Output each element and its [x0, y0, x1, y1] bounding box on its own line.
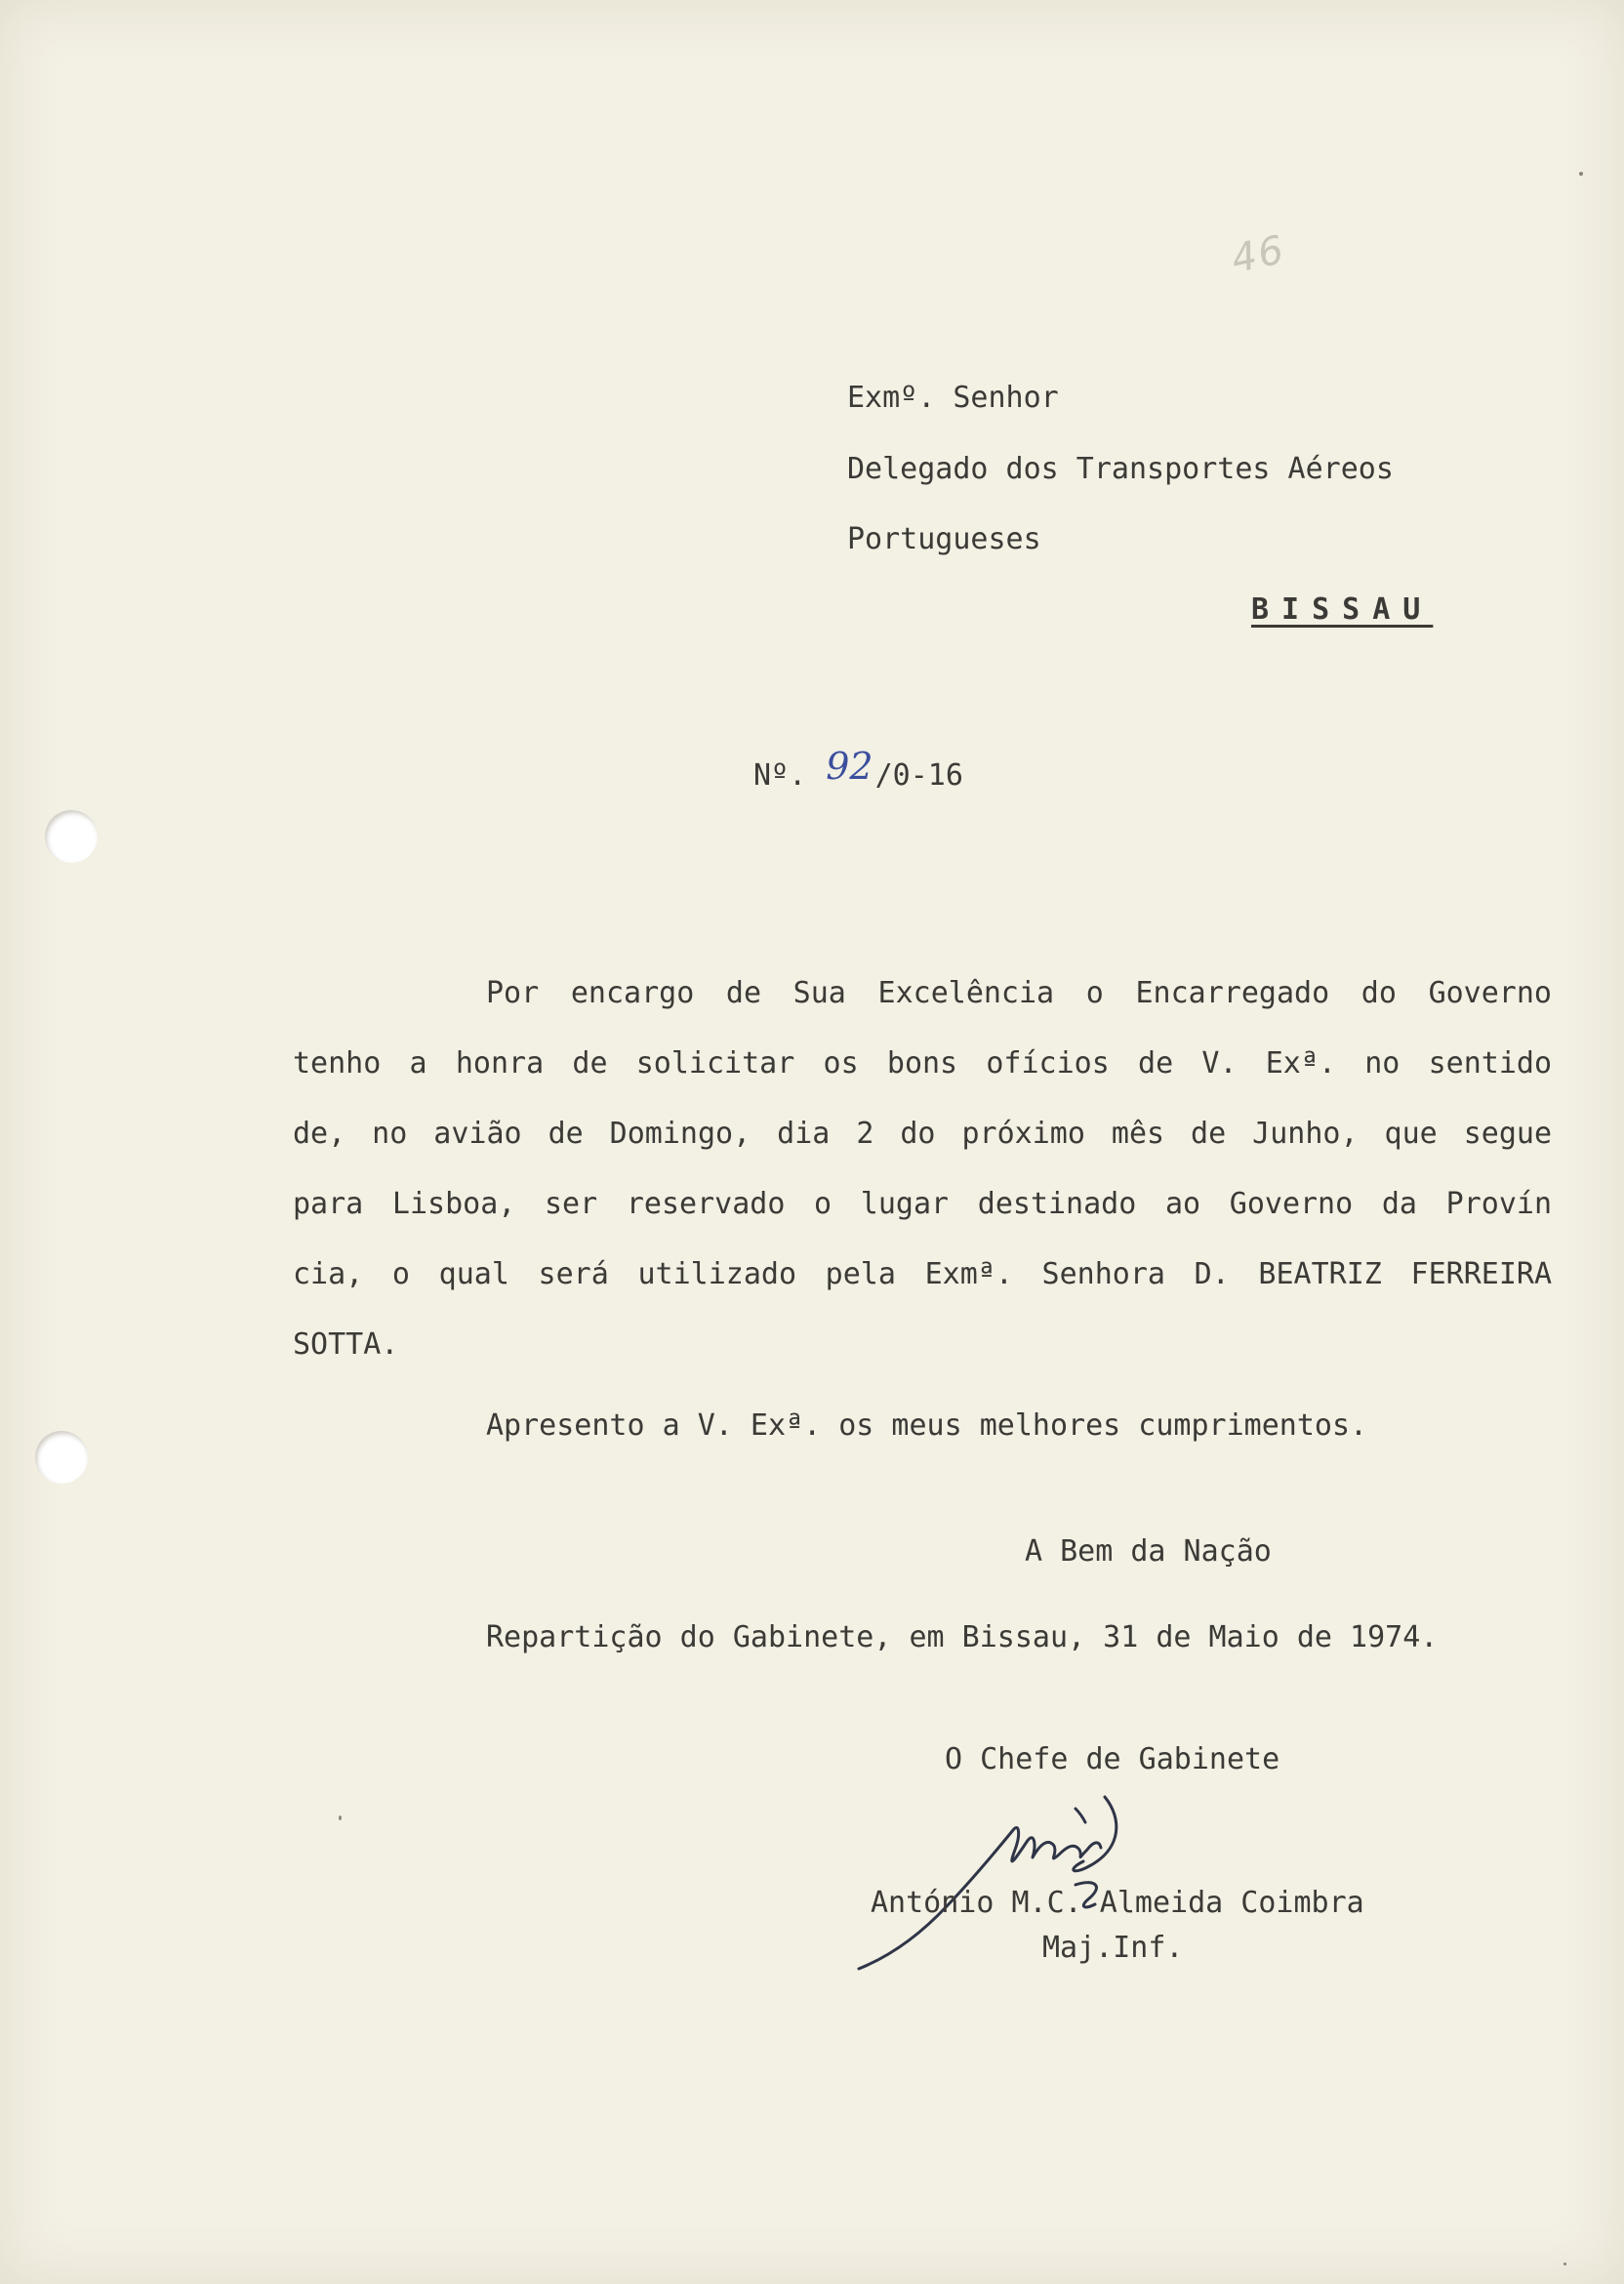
addressee-position-cont: Portugueses [847, 522, 1041, 556]
paper-speck [339, 1815, 342, 1820]
punch-hole [35, 1431, 88, 1484]
place-and-date: Repartição do Gabinete, em Bissau, 31 de Maio de 1974. [486, 1620, 1439, 1654]
body-line: SOTTA. [293, 1327, 399, 1362]
punch-hole [45, 810, 98, 863]
addressee-salutation: Exmº. Senhor [847, 381, 1059, 415]
salutation: A Bem da Nação [1025, 1534, 1272, 1569]
paper-speck [1579, 172, 1583, 176]
closing-sentence: Apresento a V. Exª. os meus melhores cumprimentos. [486, 1408, 1368, 1443]
reference-suffix: /0-16 [874, 758, 963, 793]
addressee-position: Delegado dos Transportes Aéreos [847, 452, 1394, 486]
folio-number: 46 [1227, 226, 1290, 283]
signer-rank: Maj.Inf. [1042, 1931, 1184, 1965]
body-line: para Lisboa, ser reservado o lugar destinado ao Governo da Provín [293, 1187, 1552, 1221]
signer-title: O Chefe de Gabinete [945, 1742, 1280, 1776]
body-line: de, no avião de Domingo, dia 2 do próximo mês de Junho, que segue [293, 1117, 1552, 1151]
reference-number [753, 745, 963, 794]
addressee-city: BISSAU [1251, 592, 1434, 627]
signer-name: António M.C. Almeida Coimbra [871, 1886, 1364, 1920]
body-line: cia, o qual será utilizado pela Exmª. Senhora D. BEATRIZ FERREIRA [293, 1257, 1552, 1291]
body-line: Por encargo de Sua Excelência o Encarregado do Governo [486, 976, 1552, 1010]
body-paragraph [293, 958, 1552, 1380]
reference-handwritten-number: 92 [826, 745, 873, 788]
paper-speck [1563, 2263, 1566, 2265]
reference-prefix: Nº. [753, 758, 807, 793]
body-line: tenho a honra de solicitar os bons ofícios de V. Exª. no sentido [293, 1046, 1552, 1081]
